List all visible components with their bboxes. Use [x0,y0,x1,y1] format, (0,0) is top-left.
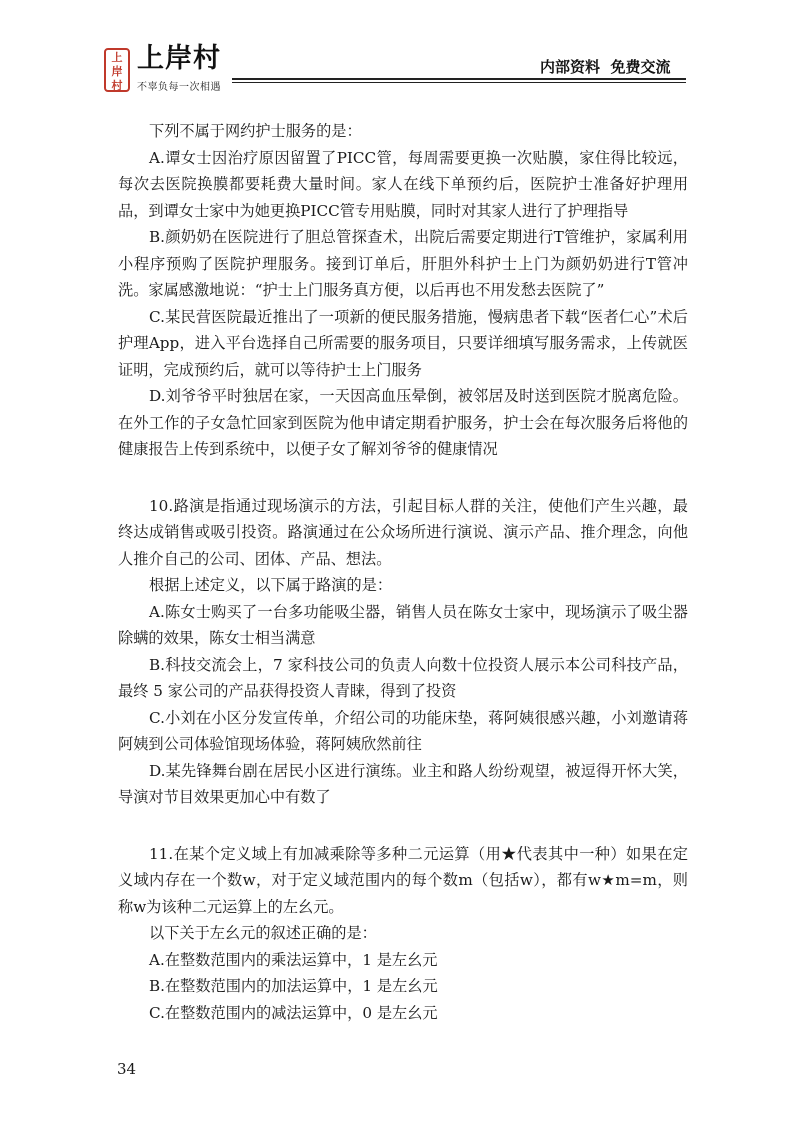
question-gap [118,463,688,493]
q11-option-b: B.在整数范围内的加法运算中，1 是左幺元 [149,977,438,995]
header-rule-thin [232,82,686,83]
brand-seal-logo: 上 岸 村 [104,48,130,92]
q10-option-d: D.某先锋舞台剧在居民小区进行演练。业主和路人纷纷观望，被逗得开怀大笑，导演对节目效果更加心中有数了 [118,761,688,806]
brand-slogan: 不辜负每一次相遇 [137,82,221,93]
page-header [0,0,800,100]
header-tagline: 内部资料 免费交流 [540,58,671,76]
page-content [118,118,688,1026]
header-rule [232,78,686,80]
brand-name: 上岸村 [137,43,221,74]
q8-stem: 下列不属于网约护士服务的是： [149,122,362,140]
q8-option-a: A.谭女士因治疗原因留置了PICC管，每周需要更换一次贴膜，家住得比较远，每次去医院换膜都要耗费大量时间。家人在线下单预约后，医院护士准备好护理用品，到谭女士家中为她更换PICC管专用贴膜，同时对其家人进行了护理指导 [118,148,688,220]
q8-option-c: C.某民营医院最近推出了一项新的便民服务措施，慢病患者下载“医者仁心”术后护理App，进入平台选择自己所需要的服务项目，只要详细填写服务需求，上传就医证明，完成预约后，就可以等待护士上门服务 [118,307,688,379]
q11-option-a: A.在整数范围内的乘法运算中，1 是左幺元 [149,950,438,969]
q10-definition: 10.路演是指通过现场演示的方法，引起目标人群的关注，使他们产生兴趣，最终达成销售或吸引投资。路演通过在公众场所进行演说、演示产品、推介理念，向他人推介自己的公司、团体、产品、想法。 [118,496,688,568]
q10-stem: 根据上述定义，以下属于路演的是： [149,576,392,594]
q8-option-d: D.刘爷爷平时独居在家，一天因高血压晕倒，被邻居及时送到医院才脱离危险。在外工作的子女急忙回家到医院为他申请定期看护服务，护士会在每次服务后将他的健康报告上传到系统中，以便子女了解刘爷爷的健康情况 [118,387,688,458]
q10-option-b: B.科技交流会上，7 家科技公司的负责人向数十位投资人展示本公司科技产品，最终 5 家公司的产品获得投资人青睐，得到了投资 [118,655,688,700]
q10-option-a: A.陈女士购买了一台多功能吸尘器，销售人员在陈女士家中，现场演示了吸尘器除螨的效果，陈女士相当满意 [118,602,688,647]
q11-definition: 11.在某个定义域上有加减乘除等多种二元运算（用★代表其中一种）如果在定义域内存在一个数w，对于定义域范围内的每个数m（包括w），都有w★m=m，则称w为该种二元运算上的左幺元。 [118,844,688,916]
page-number: 34 [117,1060,137,1078]
question-gap [118,811,688,841]
q11-option-c: C.在整数范围内的减法运算中，0 是左幺元 [149,1003,438,1022]
q11-stem: 以下关于左幺元的叙述正确的是： [149,924,377,942]
q10-option-c: C.小刘在小区分发宣传单，介绍公司的功能床垫，蒋阿姨很感兴趣，小刘邀请蒋阿姨到公司体验馆现场体验，蒋阿姨欣然前往 [118,708,688,753]
q8-option-b: B.颜奶奶在医院进行了胆总管探查术，出院后需要定期进行T管维护，家属利用小程序预购了医院护理服务。接到订单后，肝胆外科护士上门为颜奶奶进行T管冲洗。家属感激地说：“护士上门服务真方便，以后再也不用发愁去医院了” [118,228,688,299]
